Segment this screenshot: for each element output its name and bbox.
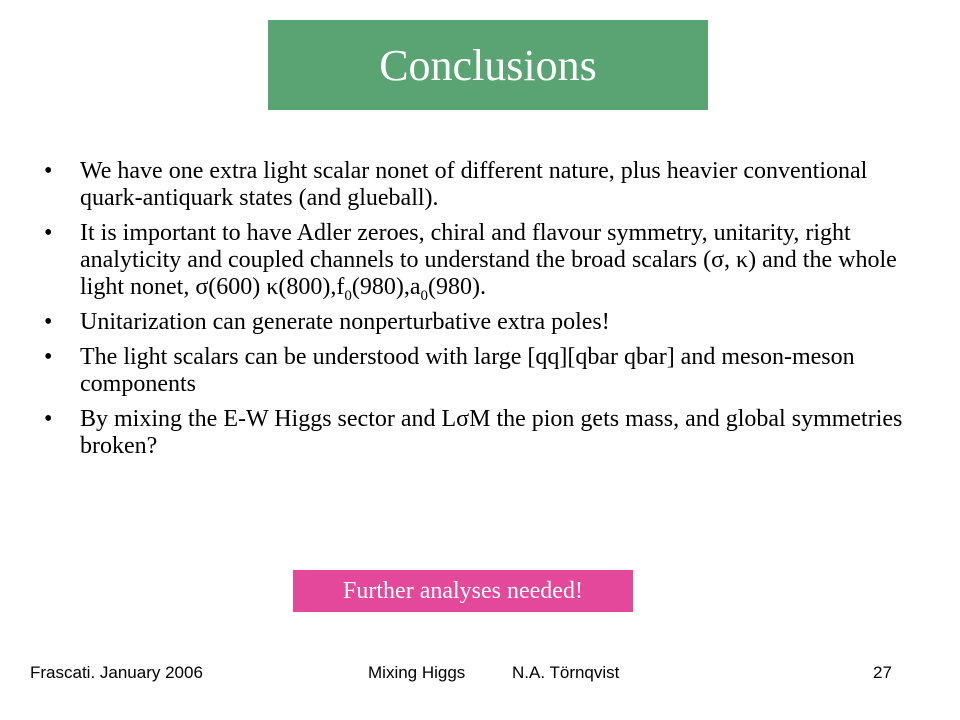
bullet-item <box>40 220 920 304</box>
page-number: 27 <box>873 663 892 682</box>
bullet-item <box>40 406 920 460</box>
bullet-dot: • <box>44 309 53 335</box>
footer-center: Mixing Higgs <box>368 663 466 682</box>
bullet-item <box>40 309 920 336</box>
footer-author: N.A. Törnqvist <box>512 663 620 682</box>
bullet-text: We have one extra light scalar nonet of different nature, plus heavier conventional quark-antiquark states (and glueball). <box>80 158 868 211</box>
slide-title: Conclusions <box>379 40 597 90</box>
bullet-item <box>40 158 920 212</box>
bullet-dot: • <box>44 220 53 246</box>
bullet-text: The light scalars can be understood with large [qq][qbar qbar] and meson-meson components <box>80 344 855 397</box>
bullet-text: It is important to have Adler zeroes, chiral and flavour symmetry, unitarity, right analyticity and coupled channels to understand the broad scalars (σ, κ) and the whole light nonet, <box>80 220 897 300</box>
bullet-list <box>40 158 920 468</box>
title-banner <box>268 20 708 110</box>
bullet-dot: • <box>44 158 53 184</box>
bullet-dot: • <box>44 406 53 432</box>
bullet-item <box>40 344 920 398</box>
note-banner <box>293 570 633 612</box>
bullet-text: Unitarization can generate nonperturbative extra poles! <box>80 309 610 335</box>
bullet-text: By mixing the E-W Higgs sector and LσM the pion gets mass, and global symmetries broken? <box>80 406 903 459</box>
bullet-text-line2: σ(600) $\kappa(800),f_0(980),a_0(980)$. <box>195 274 486 304</box>
footer-left: Frascati. January 2006 <box>30 663 203 682</box>
note-text: Further analyses needed! <box>343 577 583 604</box>
bullet-dot: • <box>44 344 53 370</box>
